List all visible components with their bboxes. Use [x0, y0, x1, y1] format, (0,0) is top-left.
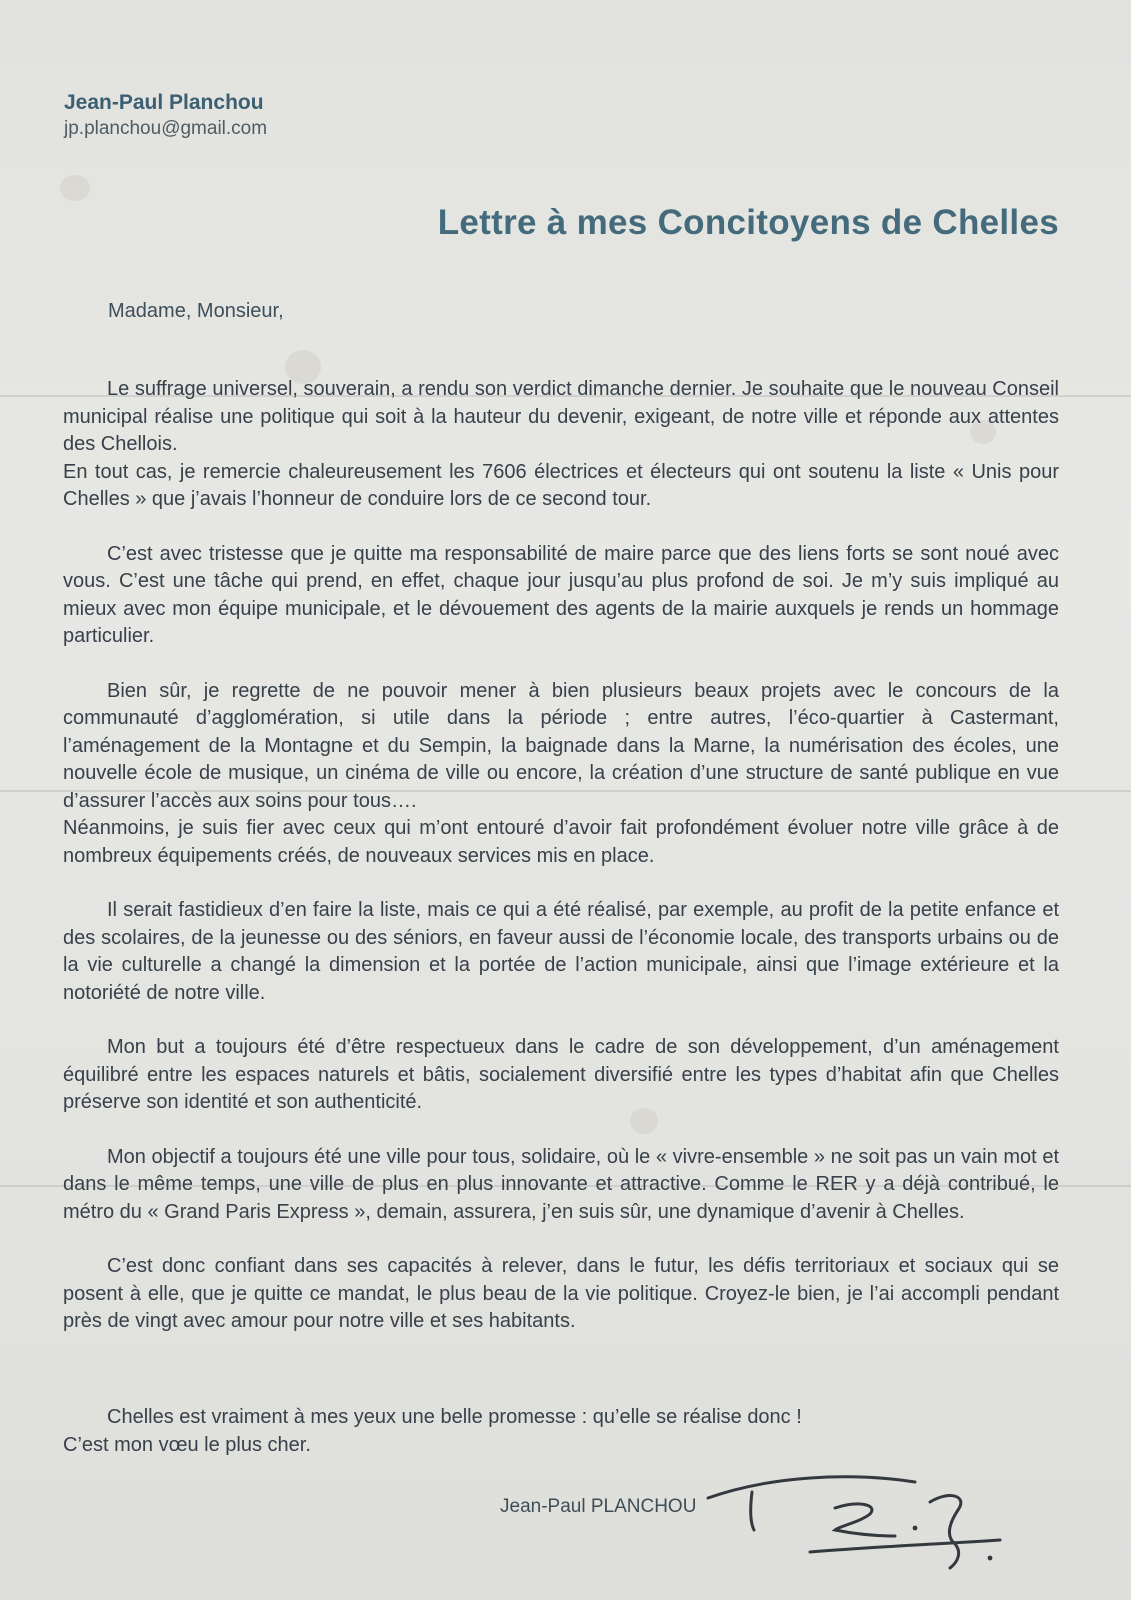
paragraph-1-line-2: En tout cas, je remercie chaleureusement les 7606 électrices et électeurs qui ont soutenu la liste « Unis pour Chelles » que j’avais l’honneur de conduire lors de ce second tour.: [63, 460, 1059, 510]
sender-email: jp.planchou@gmail.com: [64, 118, 268, 139]
salutation: Madame, Monsieur,: [108, 300, 284, 322]
paragraph-3: [63, 678, 1059, 871]
paragraph-1: [63, 376, 1059, 514]
signature-name: Jean-Paul PLANCHOU: [500, 1496, 697, 1517]
paragraph-1-line-1: Le suffrage universel, souverain, a rendu son verdict dimanche dernier. Je souhaite que le nouveau Conseil municipal réalise une politique qui soit à la hauteur du devenir, exigeant, de notre ville et réponde aux attentes des Chellois.: [63, 378, 1059, 455]
paragraph-2: C’est avec tristesse que je quitte ma responsabilité de maire parce que des liens forts se sont noué avec vous. C’est une tâche qui prend, en effet, chaque jour jusqu’au plus profond de soi. Je m’y suis impliqué au mieux avec mon équipe municipale, et le dévouement des agents de la mairie auxquels je rends un hommage particulier.: [63, 542, 1059, 647]
closing-block: [63, 1404, 802, 1459]
paragraph-4: Il serait fastidieux d’en faire la liste, mais ce qui a été réalisé, par exemple, au profit de la petite enfance et des scolaires, de la jeunesse ou des séniors, en faveur aussi de l’économie locale, des transports urbains ou de la vie culturelle a changé la dimension et la portée de l’action municipale, ainsi que l’image extérieure et la notoriété de notre ville.: [63, 899, 1059, 1004]
letter-title: Lettre à mes Concitoyens de Chelles: [437, 203, 1059, 242]
paragraph-6: Mon objectif a toujours été une ville pour tous, solidaire, où le « vivre-ensemble » ne soit pas un vain mot et dans le même temps, une ville de plus en plus innovante et attractive. Comme le RER y a déjà contribué, le métro du « Grand Paris Express », demain, assurera, j’en suis sûr, une dynamique d’avenir à Chelles.: [63, 1145, 1059, 1223]
sender-name: Jean-Paul Planchou: [64, 91, 264, 114]
paragraph-5: Mon but a toujours été d’être respectueux dans le cadre de son développement, d’un aménagement équilibré entre les espaces naturels et bâtis, socialement diversifié entre les types d’habitat afin que Chelles préserve son identité et son authenticité.: [63, 1036, 1059, 1113]
closing-line-1: Chelles est vraiment à mes yeux une belle promesse : qu’elle se réalise donc !: [107, 1406, 802, 1428]
paragraph-3-line-2: Néanmoins, je suis fier avec ceux qui m’ont entouré d’avoir fait profondément évoluer notre ville grâce à de nombreux équipements créés, de nouveaux services mis en place.: [63, 817, 1059, 867]
handwritten-signature: [700, 1450, 1030, 1570]
paper-stain: [60, 175, 90, 201]
sender-block: [64, 90, 267, 142]
paragraph-7: C’est donc confiant dans ses capacités à relever, dans le futur, les défis territoriaux et sociaux qui se posent à elle, que je quitte ce mandat, le plus beau de la vie politique. Croyez-le bien, je l’ai accompli pendant près de vingt avec amour pour notre ville et ses habitants.: [63, 1255, 1059, 1332]
closing-line-2: C’est mon vœu le plus cher.: [63, 1433, 311, 1456]
letter-body: [63, 376, 1059, 1363]
paragraph-3-line-1: Bien sûr, je regrette de ne pouvoir mener à bien plusieurs beaux projets avec le concours de la communauté d’agglomération, si utile dans la période ; entre autres, l’éco-quartier à Castermant, l’aménagement de la Montagne et du Sempin, la baignade dans la Marne, la numérisation des écoles, une nouvelle école de musique, un cinéma de ville ou encore, la création d’une structure de santé publique en vue d’assurer l’accès aux soins pour tous….: [63, 679, 1059, 812]
